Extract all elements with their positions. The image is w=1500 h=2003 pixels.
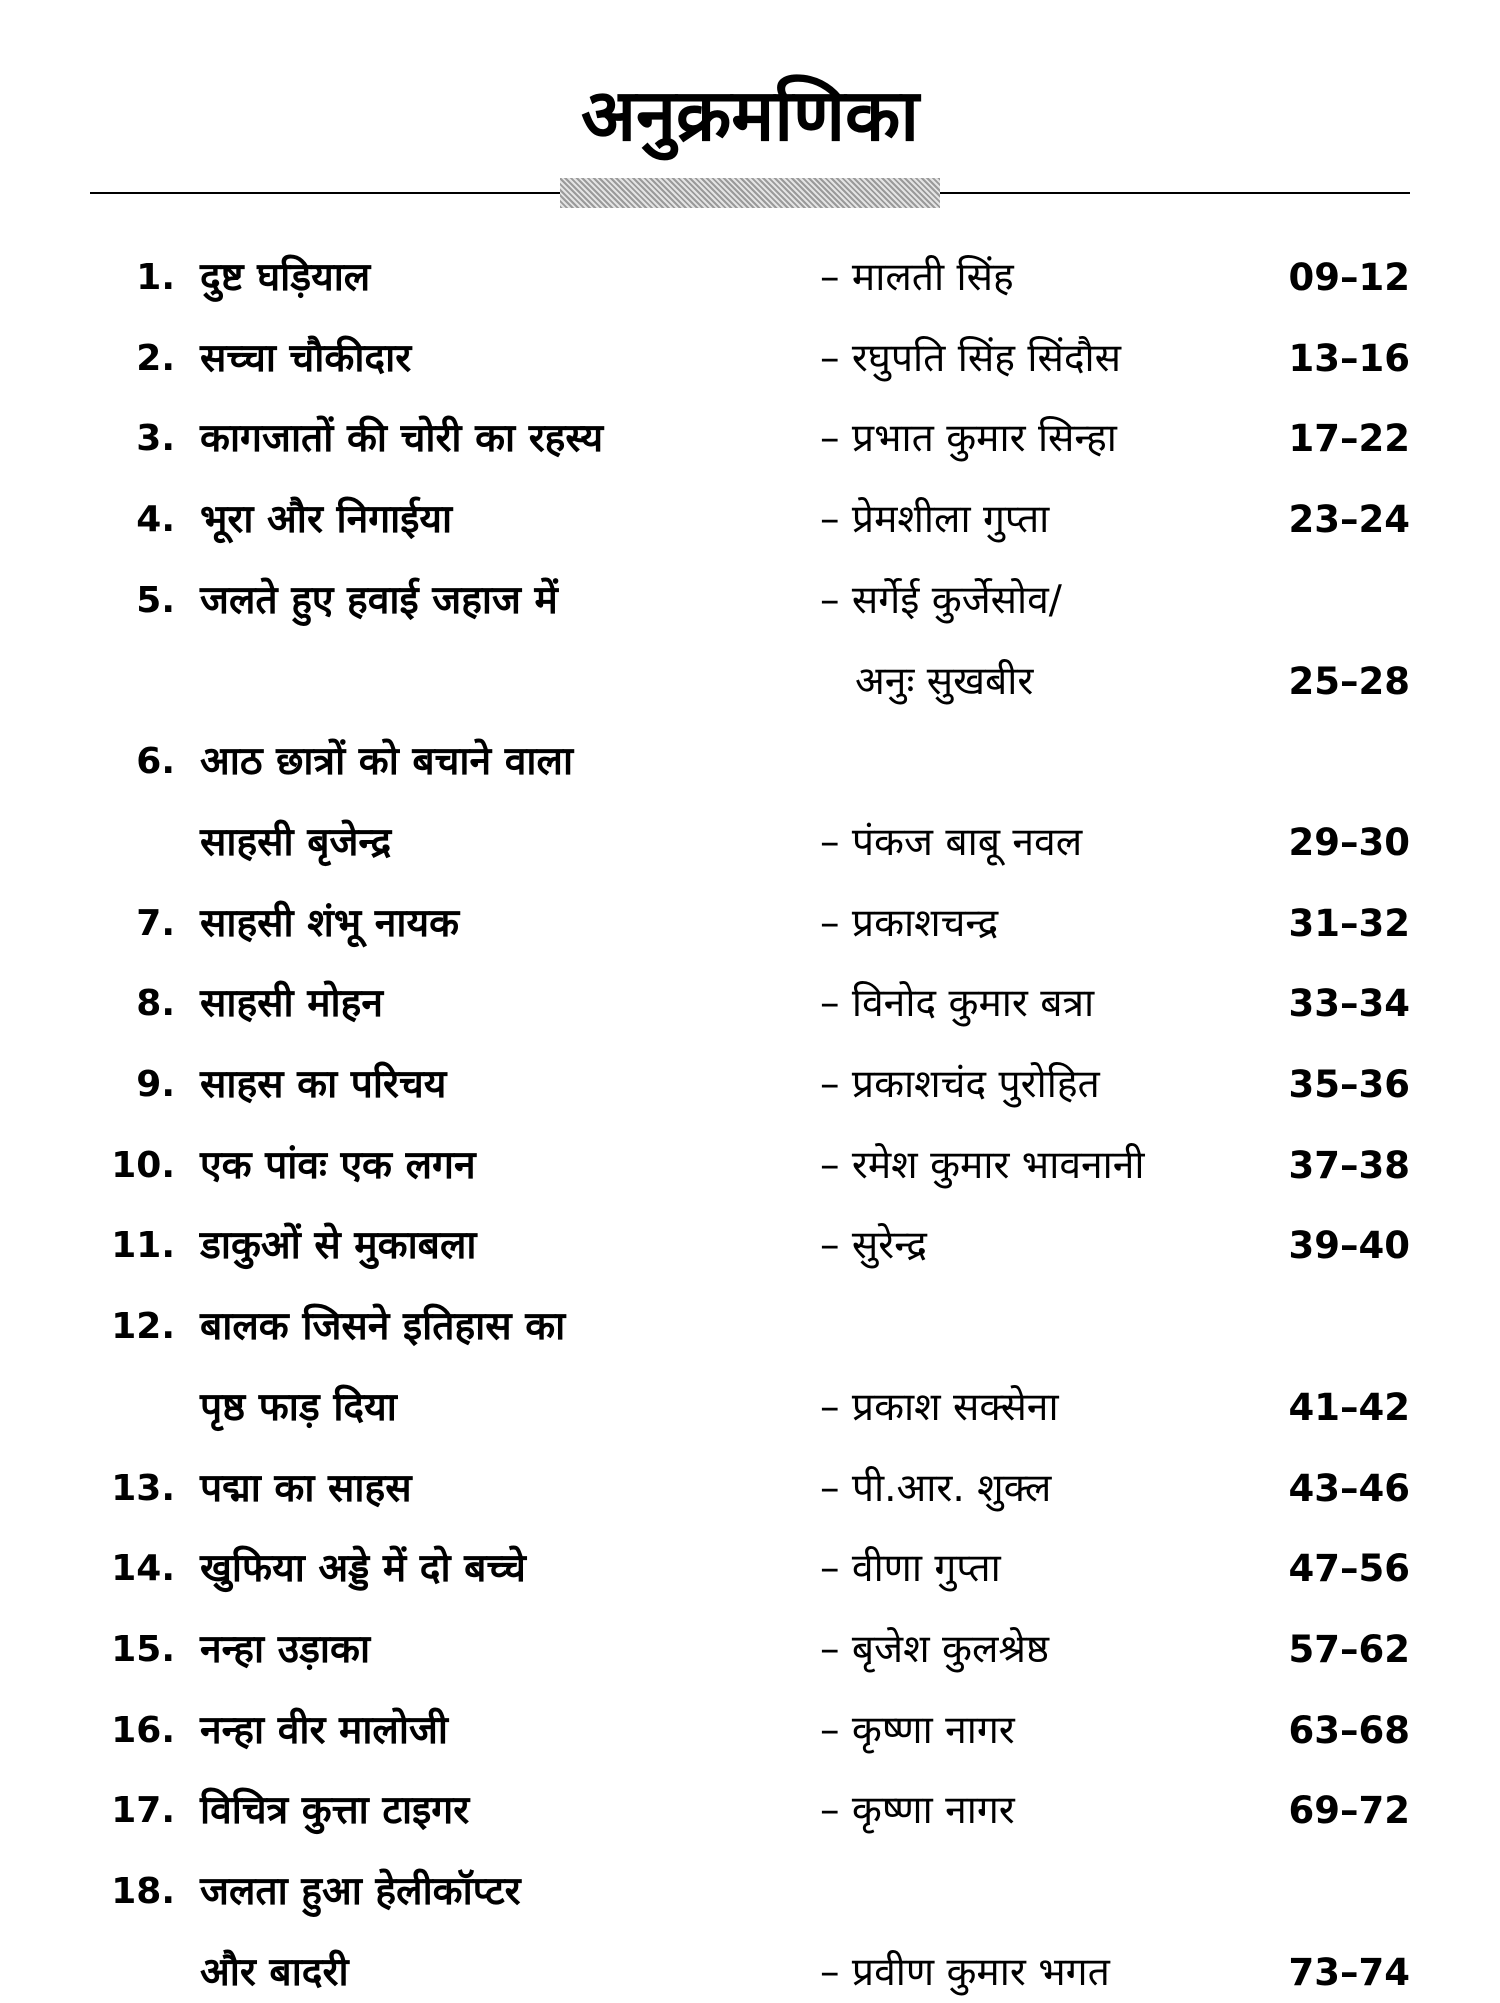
entry-author: – कृष्णा नागर xyxy=(820,1707,1015,1753)
entry-number: 5. xyxy=(136,579,175,621)
entry-pages: 13–16 xyxy=(1288,336,1410,380)
entry-title: दुष्ट घड़ियाल xyxy=(200,255,371,300)
entry-pages: 43–46 xyxy=(1288,1466,1410,1510)
entry-number: 3. xyxy=(136,418,175,460)
entry-number: 17. xyxy=(111,1790,175,1832)
entry-title: बालक जिसने इतिहास का xyxy=(200,1304,566,1350)
entry-pages: 69–72 xyxy=(1288,1789,1410,1833)
entry-pages: 73–74 xyxy=(1288,1950,1410,1994)
entry-author: – सर्गेई कुर्जेसोव/ xyxy=(820,577,1062,623)
entry-number: 15. xyxy=(111,1628,175,1670)
entry-number: 1. xyxy=(136,257,175,298)
entry-number: 8. xyxy=(136,983,175,1025)
entry-title: साहसी बृजेन्द्र xyxy=(200,819,392,865)
entry-pages: 47–56 xyxy=(1288,1547,1410,1591)
entry-author: – प्रकाशचंद पुरोहित xyxy=(820,1062,1100,1107)
entry-title: जलता हुआ हेलीकॉप्टर xyxy=(200,1869,521,1914)
entry-author: – वीणा गुप्ता xyxy=(820,1546,1001,1592)
entry-author: – बृजेश कुलश्रेष्ठ xyxy=(820,1626,1049,1672)
entry-title: एक पांवः एक लगन xyxy=(200,1142,476,1188)
entry-number: 2. xyxy=(136,337,175,379)
entry-number: 16. xyxy=(111,1709,175,1751)
entry-author: अनुः सुखबीर xyxy=(855,658,1034,704)
entry-author: – प्रेमशीला गुप्ता xyxy=(820,497,1050,543)
entry-number: 11. xyxy=(111,1225,175,1267)
entry-number: 4. xyxy=(136,499,175,541)
entry-author: – विनोद कुमार बत्रा xyxy=(820,981,1095,1027)
entry-pages: 57–62 xyxy=(1288,1627,1410,1671)
entry-author: – कृष्णा नागर xyxy=(820,1788,1015,1834)
entry-title: जलते हुए हवाई जहाज में xyxy=(200,577,558,623)
entry-author: – रघुपति सिंह सिंदौस xyxy=(820,335,1121,381)
entry-title: साहसी शंभू नायक xyxy=(200,900,460,946)
entry-title: पद्मा का साहस xyxy=(200,1465,412,1511)
entry-title: सच्चा चौकीदार xyxy=(200,335,412,381)
entry-pages: 09–12 xyxy=(1288,256,1410,299)
entry-number: 12. xyxy=(111,1306,175,1348)
entry-title: पृष्ठ फाड़ दिया xyxy=(200,1384,397,1430)
entry-title: आठ छात्रों को बचाने वाला xyxy=(200,739,574,785)
entry-author: – प्रकाशचन्द्र xyxy=(820,900,999,946)
entry-pages: 23–24 xyxy=(1288,498,1410,542)
entry-author: – प्रकाश सक्सेना xyxy=(820,1384,1059,1430)
entry-author: – मालती सिंह xyxy=(820,255,1014,300)
entry-title: खुफिया अड्डे में दो बच्चे xyxy=(200,1546,526,1592)
entry-pages: 17–22 xyxy=(1288,417,1410,461)
entry-number: 14. xyxy=(111,1548,175,1590)
entry-author: – पी.आर. शुक्ल xyxy=(820,1465,1052,1511)
entry-pages: 37–38 xyxy=(1288,1143,1410,1187)
entry-pages: 33–34 xyxy=(1288,982,1410,1026)
entry-number: 7. xyxy=(136,902,175,944)
entry-pages: 29–30 xyxy=(1288,820,1410,864)
entry-title: कागजातों की चोरी का रहस्य xyxy=(200,416,604,462)
entry-pages: 39–40 xyxy=(1288,1224,1410,1268)
entry-number: 13. xyxy=(111,1467,175,1509)
entry-number: 10. xyxy=(111,1144,175,1186)
entry-title: नन्हा वीर मालोजी xyxy=(200,1707,449,1753)
entry-author: – प्रभात कुमार सिन्हा xyxy=(820,416,1117,462)
entry-title: विचित्र कुत्ता टाइगर xyxy=(200,1788,470,1834)
entry-title: और बादरी xyxy=(200,1949,349,1995)
entry-pages: 35–36 xyxy=(1288,1063,1410,1106)
entry-title: साहस का परिचय xyxy=(200,1062,447,1107)
entry-title: भूरा और निगाईया xyxy=(200,497,453,543)
entry-title: साहसी मोहन xyxy=(200,981,383,1027)
entry-author: – प्रवीण कुमार भगत xyxy=(820,1949,1110,1995)
entry-author: – रमेश कुमार भावनानी xyxy=(820,1142,1145,1188)
entry-number: 9. xyxy=(136,1064,175,1105)
entry-pages: 25–28 xyxy=(1288,659,1410,703)
entry-title: डाकुओं से मुकाबला xyxy=(200,1223,477,1269)
entry-author: – सुरेन्द्र xyxy=(820,1223,927,1269)
entry-pages: 41–42 xyxy=(1288,1385,1410,1429)
entry-author: – पंकज बाबू नवल xyxy=(820,819,1083,865)
entry-pages: 31–32 xyxy=(1288,901,1410,945)
entry-pages: 63–68 xyxy=(1288,1708,1410,1752)
entry-title: नन्हा उड़ाका xyxy=(200,1626,371,1672)
page-title: अनुक्रमणिका xyxy=(581,73,919,157)
entry-number: 18. xyxy=(111,1871,175,1912)
entry-number: 6. xyxy=(136,741,175,783)
